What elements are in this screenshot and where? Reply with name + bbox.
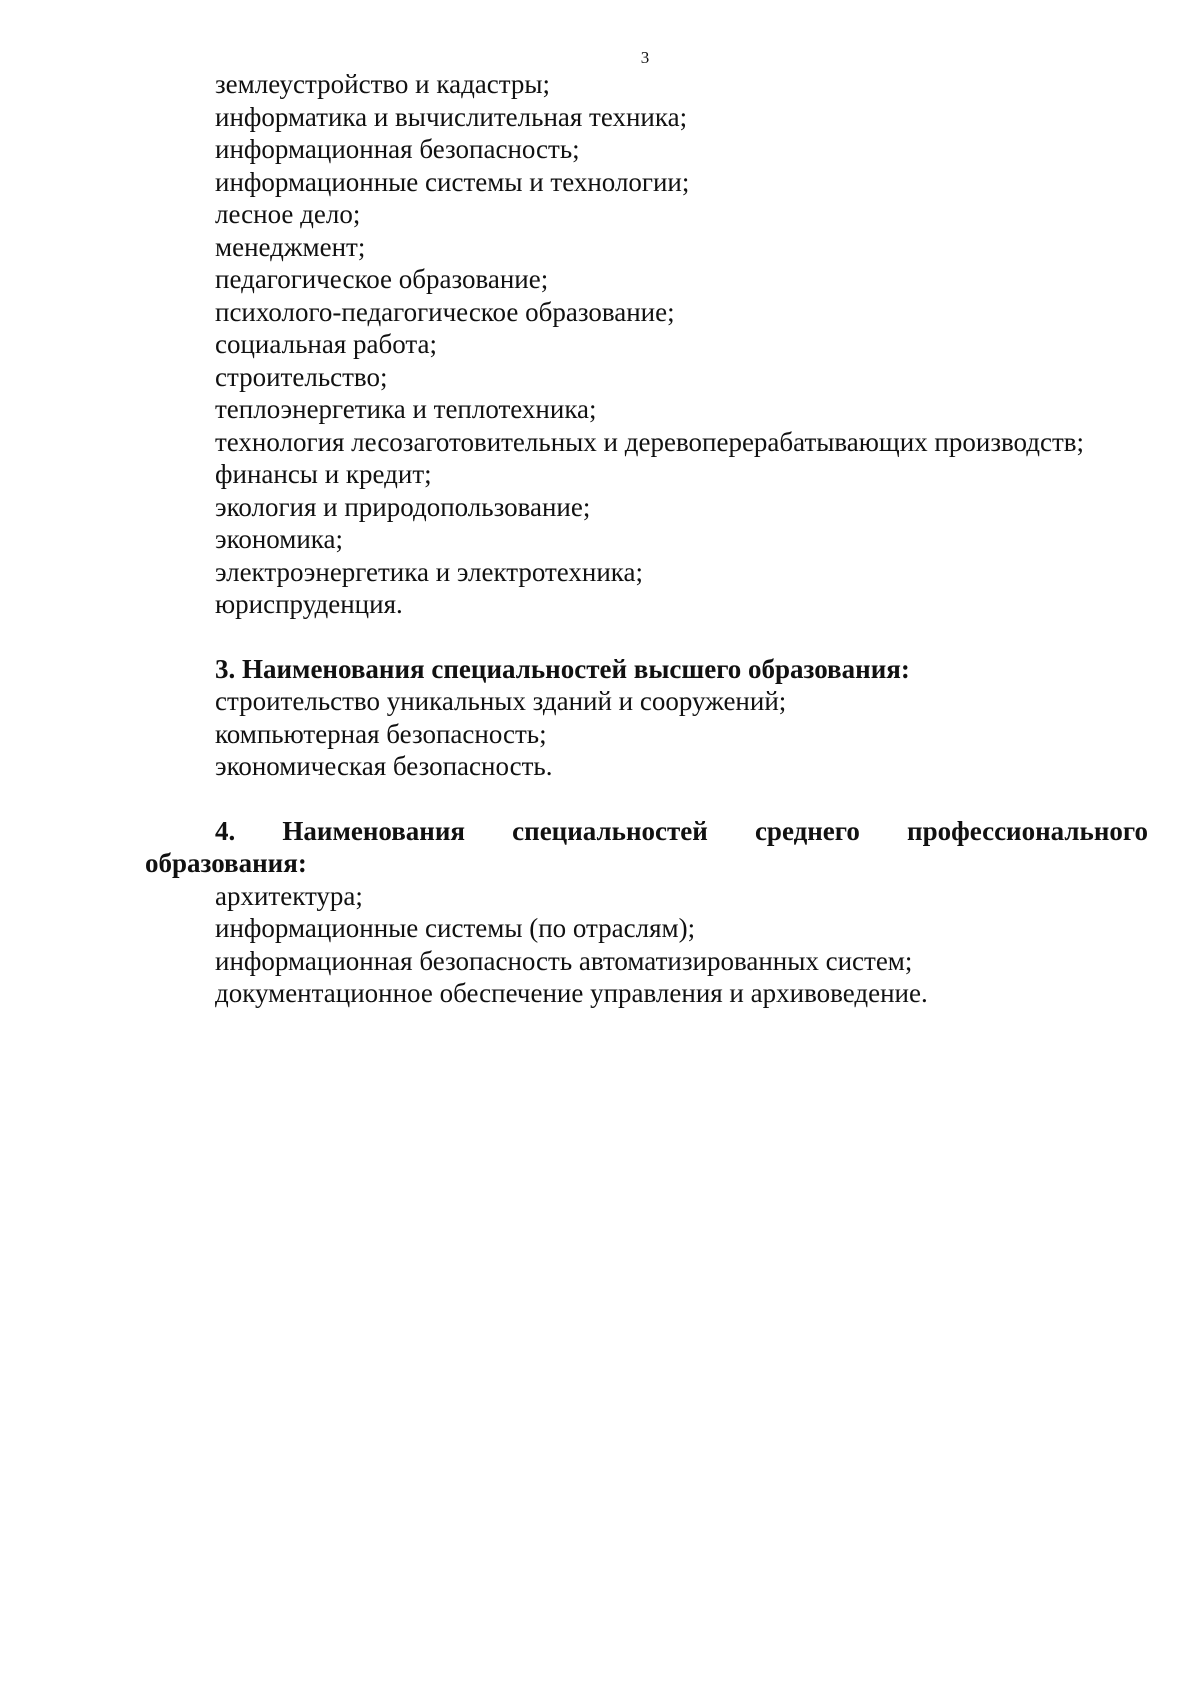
heading-word: профессионального <box>907 815 1148 846</box>
list-item: экономика; <box>215 524 343 554</box>
list-item: информационная безопасность; <box>215 134 580 164</box>
heading-word: 4. <box>215 815 236 846</box>
list-item: менеджмент; <box>215 231 366 262</box>
list-item: экономическая безопасность. <box>215 751 553 781</box>
list-item: технология лесозаготовительных и деревоперерабатывающих производств; <box>215 426 1085 457</box>
list-item: финансы и кредит; <box>215 459 432 489</box>
list-item: теплоэнергетика и теплотехника; <box>215 394 597 424</box>
list-item: документационное обеспечение управления и архивоведение. <box>215 978 928 1008</box>
section-4-heading <box>145 815 1148 880</box>
heading-word: специальностей <box>512 815 708 846</box>
heading-word: Наименования <box>282 815 466 846</box>
specialty-list-continuation <box>145 68 1148 621</box>
list-item: архитектура; <box>215 880 363 911</box>
list-item: юриспруденция. <box>215 589 403 619</box>
list-item: экология и природопользование; <box>215 491 591 522</box>
list-item: компьютерная безопасность; <box>215 718 547 749</box>
list-item: информационная безопасность автоматизированных систем; <box>215 945 913 976</box>
list-item: электроэнергетика и электротехника; <box>215 556 644 587</box>
list-item: строительство; <box>215 361 388 392</box>
list-item: строительство уникальных зданий и сооружений; <box>215 686 787 716</box>
list-item: информатика и вычислительная техника; <box>215 101 688 132</box>
section-3-list <box>145 685 1148 783</box>
list-item: психолого-педагогическое образование; <box>215 296 675 327</box>
document-body <box>145 68 1148 1010</box>
list-item: информационные системы (по отраслям); <box>215 913 696 943</box>
list-item: информационные системы и технологии; <box>215 166 690 197</box>
list-item: социальная работа; <box>215 329 437 359</box>
list-item: педагогическое образование; <box>215 264 549 294</box>
list-item: лесное дело; <box>215 199 361 229</box>
page-number: 3 <box>640 48 650 67</box>
section-3-heading: 3. Наименования специальностей высшего образования: <box>215 653 910 684</box>
section-4-heading-line <box>145 815 1148 848</box>
section-4-list <box>145 880 1148 1010</box>
list-item: землеустройство и кадастры; <box>215 69 551 99</box>
heading-word: среднего <box>754 815 860 846</box>
section-4-heading-tail: образования: <box>145 848 307 878</box>
